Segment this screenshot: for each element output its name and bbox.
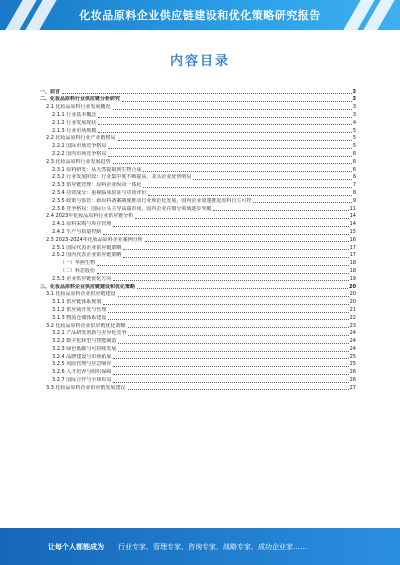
toc-entry[interactable] bbox=[40, 174, 356, 182]
toc-entry-title: 2.3 化妆品原料行业发展趋势 bbox=[46, 158, 111, 165]
toc-entry-page: 15 bbox=[349, 228, 356, 235]
toc-entry-page: 8 bbox=[352, 189, 356, 196]
toc-entry[interactable] bbox=[40, 143, 356, 151]
toc-entry-title: 三、化妆品原料企业供应链建设和优化策略 bbox=[40, 283, 136, 290]
toc-entry-page: 5 bbox=[352, 143, 356, 150]
toc-leader-dots bbox=[193, 179, 351, 180]
toc-leader-dots bbox=[137, 288, 348, 289]
toc-entry[interactable] bbox=[40, 376, 356, 384]
toc-entry-page: 3 bbox=[352, 88, 356, 95]
toc-entry-page: 26 bbox=[349, 377, 356, 384]
toc-entry-page: 5 bbox=[352, 127, 356, 134]
toc-entry-page: 25 bbox=[349, 361, 356, 368]
toc-leader-dots bbox=[128, 335, 348, 336]
toc-leader-dots bbox=[143, 187, 351, 188]
toc-entry-page: 25 bbox=[349, 353, 356, 360]
toc-entry[interactable] bbox=[40, 306, 356, 314]
toc-leader-dots bbox=[253, 202, 351, 203]
toc-entry-page: 6 bbox=[352, 174, 356, 181]
toc-entry[interactable] bbox=[40, 189, 356, 197]
toc-entry[interactable] bbox=[40, 353, 356, 361]
toc-leader-dots bbox=[213, 210, 348, 211]
toc-leader-dots bbox=[143, 171, 351, 172]
toc-entry-title: 2.3.1 原料研发：从天然提取到生物合成 bbox=[52, 166, 142, 173]
toc-entry-title: 3.1 化妆品原料企业供应链建设 bbox=[46, 291, 116, 298]
toc-entry[interactable] bbox=[40, 322, 356, 330]
toc-entry[interactable] bbox=[40, 314, 356, 322]
toc-entry-page: 24 bbox=[349, 330, 356, 337]
toc-entry-page: 18 bbox=[349, 260, 356, 267]
toc-leader-dots bbox=[108, 148, 352, 149]
footer-slogan-right: 行业专家、管理专家、咨询专家、战略专家、成功企业家…… bbox=[118, 542, 307, 551]
toc-entry[interactable] bbox=[40, 236, 356, 244]
toc-entry-page: 27 bbox=[349, 384, 356, 391]
toc-entry-title: 3.2.6 人才培养与组织保障 bbox=[52, 369, 112, 376]
toc-entry-title: 2.5.2 国内代表企业供应链策略 bbox=[52, 252, 122, 259]
toc-entry-title: 一、前言 bbox=[40, 88, 61, 95]
toc-entry-title: 3.1.1 供应链体系规划 bbox=[52, 299, 102, 306]
toc-leader-dots bbox=[98, 124, 352, 125]
toc-entry-page: 24 bbox=[349, 345, 356, 352]
toc-entry[interactable] bbox=[40, 119, 356, 127]
report-title: 化妆品原料企业供应链建设和优化策略研究报告 bbox=[79, 9, 321, 22]
toc-entry[interactable] bbox=[40, 88, 356, 96]
toc-entry-page: 23 bbox=[349, 322, 356, 329]
toc-entry[interactable] bbox=[40, 275, 356, 283]
toc-leader-dots bbox=[135, 218, 348, 219]
toc-leader-dots bbox=[113, 358, 348, 359]
toc-leader-dots bbox=[118, 296, 349, 297]
toc-entry-page: 20 bbox=[349, 283, 356, 290]
toc-entry[interactable] bbox=[40, 228, 356, 236]
toc-entry[interactable] bbox=[40, 111, 356, 119]
toc-entry-title: 2.3.4 功效成分：重视临床验证与功效评价 bbox=[52, 189, 147, 196]
toc-entry-title: 2.3.3 供应链管理：原料企业纵向一体化 bbox=[52, 182, 142, 189]
toc-entry-page: 17 bbox=[349, 244, 356, 251]
toc-entry-page: 16 bbox=[349, 236, 356, 243]
toc-entry[interactable] bbox=[40, 127, 356, 135]
toc-entry-title: 2.5.1 国际代表企业供应链策略 bbox=[52, 244, 122, 251]
toc-leader-dots bbox=[122, 101, 352, 102]
toc-entry[interactable] bbox=[40, 345, 356, 353]
toc-entry-title: 2.3.6 竞争格局：国际巨头主导高端市场，国内企业在细分领域逐步突破 bbox=[52, 205, 212, 212]
toc-entry-title: 3.2.2 数字化转型与智能制造 bbox=[52, 338, 117, 345]
toc-entry-title: 3.2.7 国际合作与全球布局 bbox=[52, 377, 112, 384]
toc-entry-title: 2.2 化妆品原料行业产业链格局 bbox=[46, 135, 116, 142]
toc-entry[interactable] bbox=[40, 244, 356, 252]
toc-leader-dots bbox=[108, 312, 348, 313]
toc-entry-page: 21 bbox=[349, 306, 356, 313]
toc-leader-dots bbox=[113, 226, 348, 227]
toc-entry-title: 3.1.3 物流仓储体系建设 bbox=[52, 314, 107, 321]
toc-entry-page: 3 bbox=[352, 111, 356, 118]
toc-entry-page: 14 bbox=[349, 221, 356, 228]
toc-entry-title: 2.1.1 行业基本概念 bbox=[52, 111, 97, 118]
toc-entry-title: （二）科思股份 bbox=[60, 267, 96, 274]
toc-leader-dots bbox=[108, 156, 352, 157]
toc-entry[interactable] bbox=[40, 369, 356, 377]
toc-entry-title: 3.2.5 风险管理与应急响应 bbox=[52, 361, 112, 368]
toc-leader-dots bbox=[113, 366, 348, 367]
toc-heading: 内容目录 bbox=[169, 54, 230, 69]
toc-entry-title: 2.5 2023-2024年化妆品原料企业案例分析 bbox=[46, 236, 143, 243]
toc-entry[interactable] bbox=[40, 361, 356, 369]
toc-entry-title: 3.2.3 绿色低碳与可持续发展 bbox=[52, 345, 117, 352]
toc-entry[interactable] bbox=[40, 197, 356, 205]
toc-entry[interactable] bbox=[40, 291, 356, 299]
toc-entry-title: 3.2 化妆品原料企业供应链优化策略 bbox=[46, 322, 126, 329]
toc-entry-page: 3 bbox=[352, 96, 356, 103]
toc-entry[interactable] bbox=[40, 252, 356, 260]
toc-entry-page: 20 bbox=[349, 299, 356, 306]
toc-entry[interactable] bbox=[40, 283, 356, 291]
toc-entry[interactable] bbox=[40, 135, 356, 143]
toc-entry-title: 2.4.2 生产与质量控制 bbox=[52, 228, 102, 235]
toc-entry-title: 2.3.5 政策与监管：新原料备案制度推动行业规范化发展，国内企业加速推进原料自主可控 bbox=[52, 197, 252, 204]
table-of-contents bbox=[40, 88, 356, 392]
toc-entry[interactable] bbox=[40, 260, 356, 268]
toc-entry-title: 3.2.4 品牌建设与市场拓展 bbox=[52, 353, 112, 360]
toc-leader-dots bbox=[113, 374, 348, 375]
toc-entry-page: 11 bbox=[349, 205, 356, 212]
toc-entry-page: 5 bbox=[352, 135, 356, 142]
toc-entry-page: 24 bbox=[349, 338, 356, 345]
toc-entry[interactable] bbox=[40, 267, 356, 275]
report-header-bar bbox=[0, 0, 400, 30]
toc-entry-title: 2.3.2 行业发展阶段：行业集中度不断提高，龙头企业优势明显 bbox=[52, 174, 192, 181]
toc-entry-title: 二、化妆品原料行业供应链分析研究 bbox=[40, 96, 121, 103]
toc-entry-title: 2.2.1 国际市场竞争格局 bbox=[52, 143, 107, 150]
toc-entry-title: 2.5.3 企业供应链优化方向 bbox=[52, 275, 112, 282]
toc-leader-dots bbox=[118, 343, 348, 344]
toc-entry[interactable] bbox=[40, 213, 356, 221]
toc-entry[interactable] bbox=[40, 384, 356, 392]
toc-entry-page: 14 bbox=[349, 213, 356, 220]
toc-entry[interactable] bbox=[40, 96, 356, 104]
toc-entry-title: 2.2.2 国内市场竞争格局 bbox=[52, 150, 107, 157]
toc-leader-dots bbox=[98, 132, 352, 133]
toc-entry-title: 3.3 化妆品原料企业供应链发展建议 bbox=[46, 384, 126, 391]
toc-leader-dots bbox=[113, 109, 352, 110]
toc-leader-dots bbox=[123, 257, 348, 258]
toc-entry-title: （一）华熙生物 bbox=[60, 260, 96, 267]
toc-entry[interactable] bbox=[40, 150, 356, 158]
toc-entry-title: 2.1.3 行业市场规模 bbox=[52, 127, 97, 134]
toc-entry-title: 2.4 2023年化妆品原料行业供应链分析 bbox=[46, 213, 134, 220]
toc-leader-dots bbox=[113, 280, 348, 281]
toc-leader-dots bbox=[103, 234, 348, 235]
toc-entry-title: 3.1.2 供应商开发与管理 bbox=[52, 306, 107, 313]
toc-entry-page: 6 bbox=[352, 150, 356, 157]
toc-entry-page: 6 bbox=[352, 166, 356, 173]
toc-leader-dots bbox=[103, 304, 348, 305]
toc-leader-dots bbox=[118, 351, 348, 352]
toc-entry-page: 18 bbox=[349, 267, 356, 274]
footer-slogan-left: 让每个人都能成为 bbox=[48, 542, 104, 551]
toc-entry[interactable] bbox=[40, 104, 356, 112]
toc-entry[interactable] bbox=[40, 205, 356, 213]
toc-leader-dots bbox=[98, 117, 352, 118]
toc-leader-dots bbox=[62, 93, 352, 94]
toc-leader-dots bbox=[118, 140, 352, 141]
toc-entry[interactable] bbox=[40, 221, 356, 229]
toc-entry-page: 7 bbox=[352, 182, 356, 189]
toc-entry-page: 4 bbox=[352, 119, 356, 126]
toc-leader-dots bbox=[123, 249, 348, 250]
toc-entry-page: 20 bbox=[349, 291, 356, 298]
toc-leader-dots bbox=[148, 195, 351, 196]
toc-entry[interactable] bbox=[40, 330, 356, 338]
toc-leader-dots bbox=[108, 319, 348, 320]
toc-entry-title: 2.1.2 行业发展现状 bbox=[52, 119, 97, 126]
toc-leader-dots bbox=[113, 382, 348, 383]
toc-entry-page: 9 bbox=[352, 197, 356, 204]
toc-entry[interactable] bbox=[40, 338, 356, 346]
toc-entry-title: 2.4.1 原料采购与库存管理 bbox=[52, 221, 112, 228]
toc-entry-page: 26 bbox=[349, 369, 356, 376]
toc-entry[interactable] bbox=[40, 299, 356, 307]
toc-entry[interactable] bbox=[40, 158, 356, 166]
toc-entry-page: 19 bbox=[349, 275, 356, 282]
toc-leader-dots bbox=[113, 163, 352, 164]
toc-leader-dots bbox=[145, 241, 349, 242]
toc-entry-title: 2.1 化妆品原料行业发展概况 bbox=[46, 104, 111, 111]
toc-entry-page: 22 bbox=[349, 314, 356, 321]
toc-entry[interactable] bbox=[40, 182, 356, 190]
toc-leader-dots bbox=[128, 389, 349, 390]
footer-band bbox=[0, 528, 400, 565]
toc-leader-dots bbox=[97, 265, 349, 266]
toc-leader-dots bbox=[97, 273, 349, 274]
toc-entry-page: 3 bbox=[352, 104, 356, 111]
toc-entry-page: 6 bbox=[352, 158, 356, 165]
toc-entry[interactable] bbox=[40, 166, 356, 174]
toc-entry-title: 3.2.1 产品研发创新与差异化竞争 bbox=[52, 330, 127, 337]
toc-leader-dots bbox=[128, 327, 349, 328]
toc-entry-page: 17 bbox=[349, 252, 356, 259]
